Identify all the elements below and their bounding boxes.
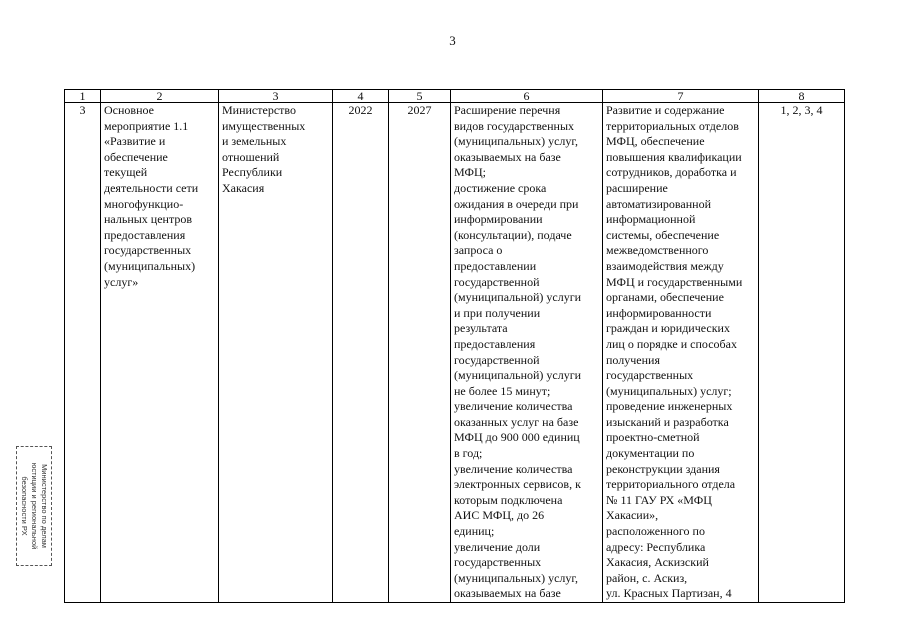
- registration-stamp: [16, 446, 52, 566]
- column-header: 5: [389, 90, 451, 103]
- column-header: 3: [219, 90, 333, 103]
- start-year-cell: 2022: [333, 103, 389, 603]
- column-header: 8: [759, 90, 845, 103]
- executor-cell: Министерство имущественных и земельных отношений Республики Хакасия: [219, 103, 333, 603]
- main-directions-cell: Развитие и содержание территориальных отделов МФЦ, обеспечение повышения квалификации сотрудников, доработка и расширение автоматизированной информационной системы, обеспечение межведомственного взаимодействия между МФЦ и государственными органами, обеспечение информированности граждан и юридических лиц о порядке и способах получения государственных (муниципальных) услуг; проведение инженерных изысканий и разработка проектно-сметной документации по реконструкции здания территориального отдела № 11 ГАУ РХ «МФЦ Хакасии», расположенного по адресу: Республика Хакасия, Аскизский район, с. Аскиз, ул. Красных Партизан, 4: [603, 103, 759, 603]
- table-header-row: [65, 90, 845, 103]
- column-header: 4: [333, 90, 389, 103]
- event-name-cell: Основное мероприятие 1.1 «Развитие и обеспечение текущей деятельности сети многофункцио- нальных центров предоставления государственных (муниципальных) услуг»: [101, 103, 219, 603]
- column-header: 1: [65, 90, 101, 103]
- indicators-cell: 1, 2, 3, 4: [759, 103, 845, 603]
- row-number-cell: 3: [65, 103, 101, 603]
- column-header: 2: [101, 90, 219, 103]
- end-year-cell: 2027: [389, 103, 451, 603]
- stamp-text: Министерство по делам юстиции и региональной безопасности РХ: [20, 462, 49, 550]
- column-header: 6: [451, 90, 603, 103]
- column-header: 7: [603, 90, 759, 103]
- page-number: 3: [449, 33, 456, 48]
- table-row: [65, 103, 845, 603]
- expected-results-cell: Расширение перечня видов государственных (муниципальных) услуг, оказываемых на базе МФЦ; достижение срока ожидания в очереди при информировании (консультации), подаче запроса о предоставлении государственной (муниципальной) услуги и при получении результата предоставления государственной (муниципальной) услуги не более 15 минут; увеличение количества оказанных услуг на базе МФЦ до 900 000 единиц в год; увеличение количества электронных сервисов, к которым подключена АИС МФЦ, до 26 единиц; увеличение доли государственных (муниципальных) услуг, оказываемых на базе: [451, 103, 603, 603]
- program-table: [64, 89, 845, 603]
